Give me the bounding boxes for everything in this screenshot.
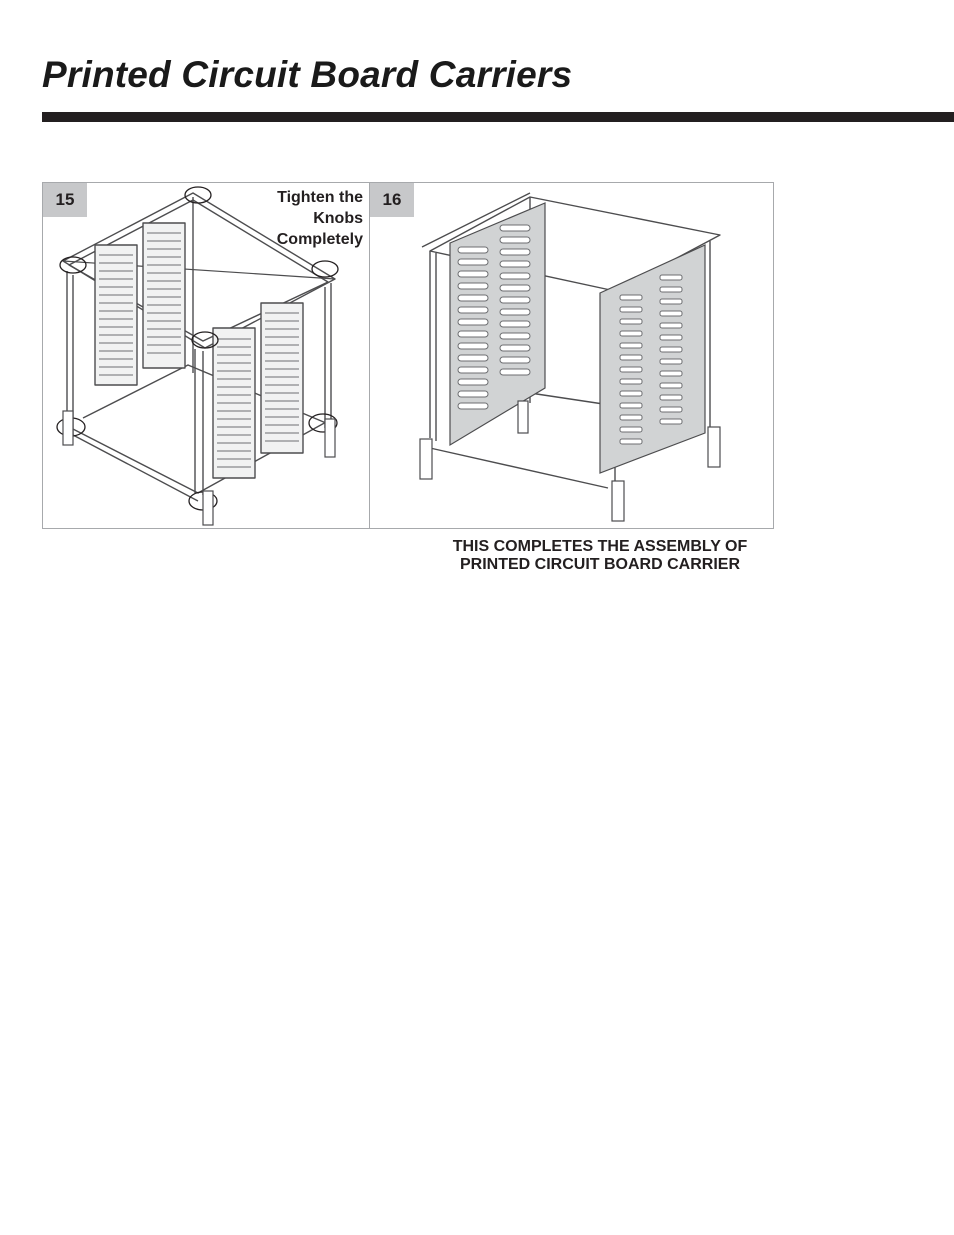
step-note <box>253 187 363 250</box>
completion-message <box>420 538 780 574</box>
page-title: Printed Circuit Board Carriers <box>42 54 573 95</box>
completion-line: THIS COMPLETES THE ASSEMBLY OF <box>452 538 748 555</box>
title-rule <box>42 112 954 122</box>
step-15-panel <box>42 182 370 529</box>
step-16-panel <box>369 182 774 529</box>
step-badge: 16 <box>370 183 414 217</box>
carrier-assembled-illustration <box>370 183 773 528</box>
step-note-line: Knobs <box>313 210 363 227</box>
step-badge: 15 <box>43 183 87 217</box>
step-note-line: Tighten the <box>277 189 363 206</box>
completion-line: PRINTED CIRCUIT BOARD CARRIER <box>460 556 740 573</box>
step-note-line: Completely <box>276 231 363 248</box>
